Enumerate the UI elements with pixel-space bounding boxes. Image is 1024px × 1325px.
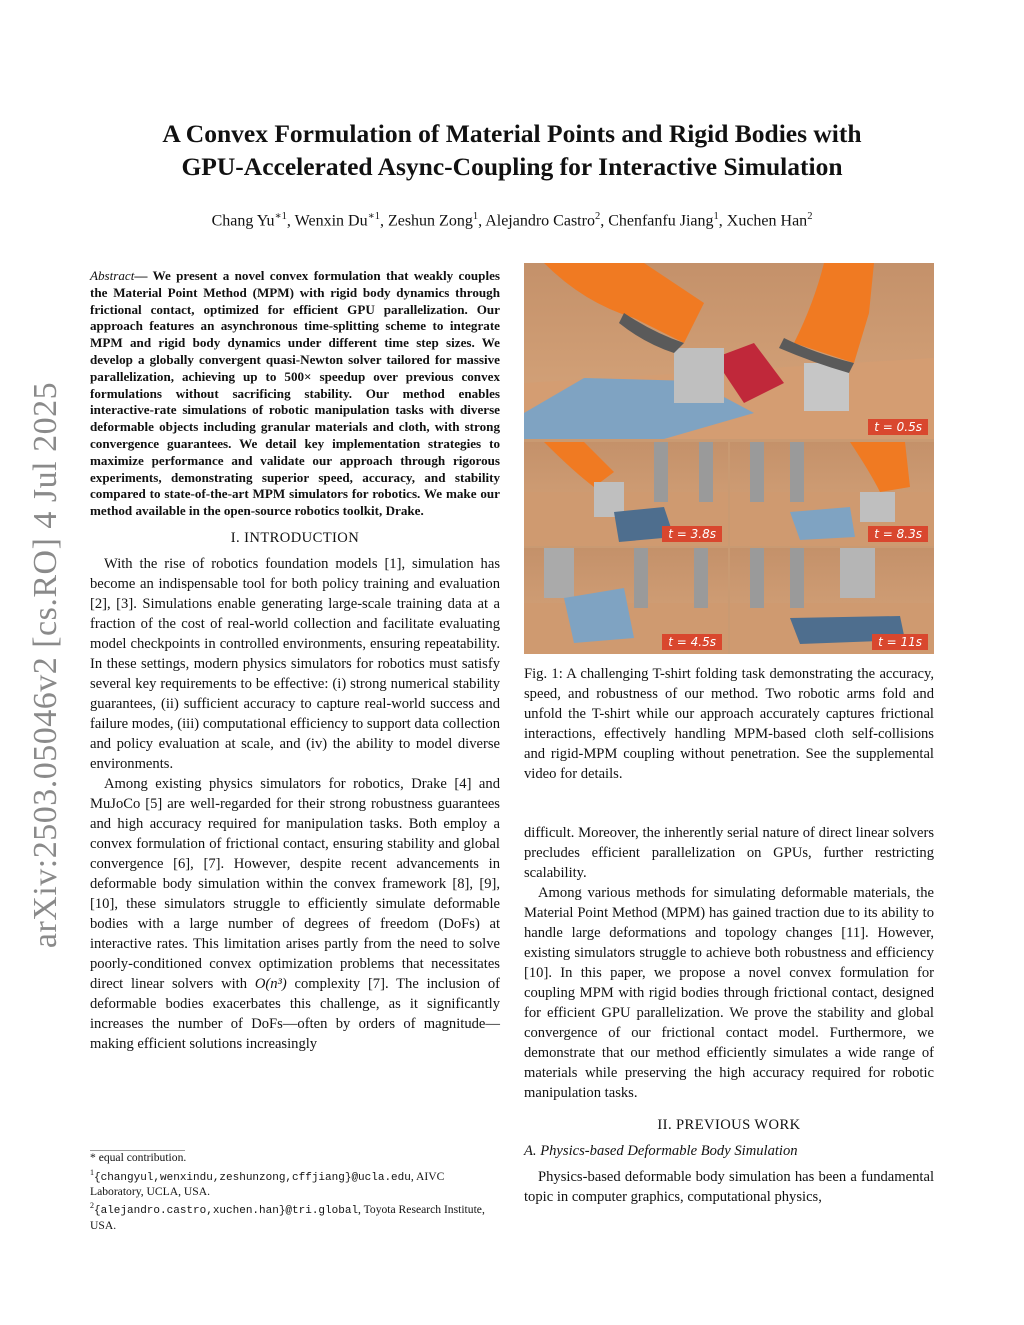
author-name: Zeshun Zong [387,212,473,230]
time-label: t = 0.5s [868,419,928,435]
figure-1-image [524,263,934,654]
author-name: Chang Yu [211,212,275,230]
time-label: t = 8.3s [868,526,928,542]
author-name: Wenxin Du [294,212,368,230]
right-paragraph-1: difficult. Moreover, the inherently serial nature of direct linear solvers precludes efficient parallelization on GPUs, further restricting scalability. [524,825,934,881]
time-label: t = 3.8s [662,526,722,542]
footnote-2-affiliation: , Toyota Research Institute, USA. [90,1203,485,1232]
footnote-1 [90,1166,500,1200]
section-heading-introduction: I. INTRODUCTION [230,529,360,546]
author-name: Xuchen Han [726,212,808,230]
intro-paragraph-2 [90,774,500,1054]
footnote-2-marker: 2 [90,1201,94,1211]
abstract-text: We present a novel convex formulation that weakly couples the Material Point Method (MPM) with rigid body dynamics through frictional contact, optimized for efficient GPU parallelization. Our approach features an asynchronous time-splitting scheme to integrate MPM and rigid body dynamics under different time step sizes. We develop a globally convergent quasi-Newton solver tailored for massive parallelization, achieving up to 500× speedup over previous convex formulations without sacrificing stability. Our method enables interactive-rate simulations of robotic manipulation tasks with diverse deformable objects including granular materials and cloth, with strong convergence guarantees. We detail key implementation strategies to maximize performance and validate our approach through rigorous experiments, demonstrating superior speed, accuracy, and stability compared to state-of-the-art MPM simulators for robotics. We make our method available in the open-source robotics toolkit, Drake. [90,268,500,519]
arxiv-identifier: arXiv:2503.05046v2 [cs.RO] 4 Jul 2025 [27,381,64,949]
footnote-2-emails: {alejandro.castro,xuchen.han}@tri.global [94,1205,359,1218]
title-line-1: A Convex Formulation of Material Points and Rigid Bodies with [162,119,862,148]
intro-paragraph-1: With the rise of robotics foundation models [1], simulation has become an indispensable tool for both policy training and evaluation [2], [3]. Simulations enable generating large-scale training data at a fraction of the cost of real-world collection and facilitate evaluating model checkpoints in controlled environments, ensuring repeatability. In these settings, modern physics simulators for robotics must satisfy several key requirements to be effective: (i) strong numerical stability guarantees, (ii) sufficient accuracy to capture real-world success and failure modes, (iii) computational efficiency to support data collection and policy evaluation at scale, and (iv) the ability to model diverse environments. [90,555,500,772]
abstract [90,268,500,520]
figure-panel-main [524,263,934,439]
author-name: Chenfanfu Jiang [608,212,714,230]
author-affil: 1 [472,211,479,222]
right-paragraph-2: Among various methods for simulating deformable materials, the Material Point Method (MPM) has gained traction due to its ability to handle large deformations and topology changes [11]. However, existing simulators struggle to achieve both robustness and efficiency [10]. In this paper, we propose a novel convex formulation for coupling MPM with rigid bodies through frictional contact, designed for efficient GPU parallelization. We prove the stability and global convergence of our frictional contact model. Furthermore, we demonstrate that our method efficiently simulates a wide range of materials while preserving the high accuracy required for robotic manipulation tasks. [524,885,934,1101]
section-heading-previous-work: II. PREVIOUS WORK [657,1117,801,1133]
figure-panel-2 [524,442,728,546]
footnote-1-marker: 1 [90,1167,94,1177]
left-column [90,268,500,1054]
robot-scene-illustration [524,263,934,439]
author-affil: ∗1 [274,211,287,222]
footnote-1-emails: {changyul,wenxindu,zeshunzong,cffjiang}@ucla.edu [94,1171,411,1184]
author-affil: ∗1 [367,211,380,222]
figure-panel-5 [730,548,934,654]
paper-title [80,117,944,183]
author-list: Chang $Yu^{∗1}$, Wenxin $Du^{∗1}$, Zeshun Zong$^1$, Alejandro Castro$^2$, Chenfanfu Jiang$^1$, Xuchen Han$^2$ [211,211,813,230]
footnote-1-affiliation: , AIVC Laboratory, UCLA, USA. [90,1169,445,1198]
figure-1-caption: Fig. 1: A challenging T-shirt folding task demonstrating the accuracy, speed, and robustness of our method. Two robotic arms fold and unfold the T-shirt while our approach accurately captures frictional interactions, effectively handling MPM-based cloth self-collisions and rigid-MPM coupling without penetration. See the supplemental video for details. [524,666,934,782]
time-label: t = 11s [872,634,928,650]
footnote-equal: * equal contribution. [90,1151,187,1164]
author-affil: 1 [713,211,719,222]
arxiv-sidebar [16,380,76,950]
title-line-2: GPU-Accelerated Async-Coupling for Interactive Simulation [181,152,843,181]
figure-panel-3 [730,442,934,546]
intro-paragraph-2-part-b: complexity [7]. The inclusion of deformable bodies exacerbates this challenge, as it significantly increases the number of DoFs—often by orders of magnitude—making efficient solutions increasingly [90,975,501,1052]
footnote-2 [90,1199,500,1233]
author-affil: 2 [594,211,601,222]
right-column [524,823,934,1207]
complexity-math: O(n³) [254,975,287,992]
figure-panel-4 [524,548,728,654]
abstract-dash: — [134,268,153,283]
subsection-heading: A. Physics-based Deformable Body Simulation [524,1143,798,1159]
time-label: t = 4.5s [662,634,722,650]
footnotes [90,1150,500,1233]
abstract-lead: Abstract [90,268,135,283]
previous-work-paragraph-1: Physics-based deformable body simulation has been a fundamental topic in computer graphics, computational physics, [524,1169,934,1205]
author-name: Alejandro Castro [485,212,595,230]
author-affil: 2 [807,211,813,222]
intro-paragraph-2-part-a: Among existing physics simulators for robotics, Drake [4] and MuJoCo [5] are well-regarded for their strong robustness guarantees and high accuracy required for manipulation tasks. Both employ a convex formulation of frictional contact, ensuring stability and global convergence [6], [7]. However, despite recent advancements in deformable body simulation within the convex framework [8], [9], [10], these simulators struggle to efficiently simulate deformable bodies with a large number of degrees of freedom (DoFs) at interactive rates. This limitation arises partly from the need to solve poorly-conditioned convex optimization problems that necessitates direct linear solvers with [90,775,500,992]
